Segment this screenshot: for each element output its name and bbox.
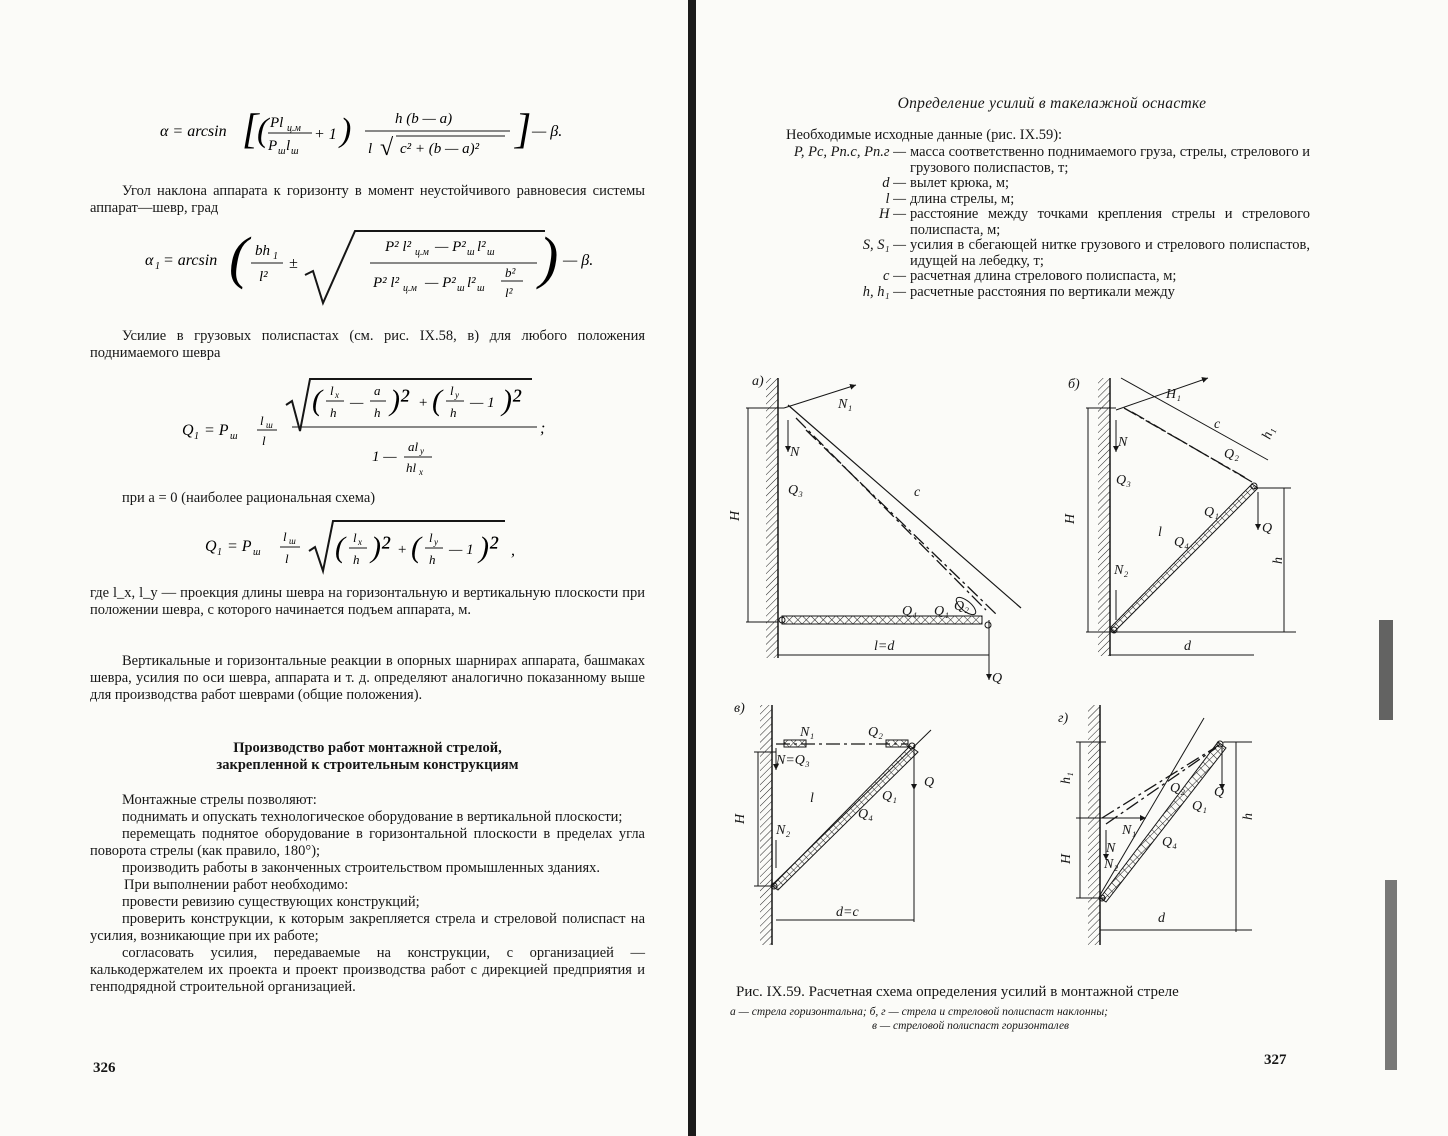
svg-text:l: l <box>283 529 287 544</box>
label-a-Q2: Q₂ <box>954 599 969 614</box>
svg-text:l²: l² <box>467 275 476 291</box>
svg-text:c² + (b — a)²: c² + (b — a)² <box>400 141 480 157</box>
label-a-N: N <box>790 445 800 460</box>
label-v-Q1: Q₁ <box>882 789 897 804</box>
section-title-line-1: Производство работ монтажной стрелой, <box>233 740 502 756</box>
svg-text:(: ( <box>432 384 442 417</box>
label-g-N: N <box>1106 841 1116 856</box>
def-symbol: d — <box>882 175 906 191</box>
label-a-H: H <box>728 510 743 521</box>
svg-text:ш: ш <box>266 420 273 430</box>
label-v-H: H <box>733 813 748 824</box>
def-symbol: P, Pc, Pп.c, Pп.г — <box>793 144 906 160</box>
panel-label-b: б) <box>1068 377 1080 392</box>
figure-caption: Рис. IX.59. Расчетная схема определения усилий в монтажной стреле <box>736 984 1179 1000</box>
label-a-c: c <box>914 485 921 500</box>
section-title <box>90 740 645 774</box>
svg-text:Q: Q <box>205 538 217 555</box>
svg-text:l²: l² <box>477 239 486 255</box>
svg-text:ш: ш <box>278 146 286 157</box>
def-text: расстояние между точками крепления стрелы и стрелового полиспаста, м; <box>910 206 1310 238</box>
svg-text:±: ± <box>289 255 298 272</box>
svg-text:+ 1: + 1 <box>314 126 337 143</box>
label-a-ld: l=d <box>874 639 895 654</box>
label-b-Q4: Q₄ <box>1174 535 1189 550</box>
svg-text:)²: )² <box>502 384 521 417</box>
panel-label-g: г) <box>1058 711 1069 726</box>
label-v-l: l <box>810 791 814 806</box>
label-a-Q: Q <box>992 671 1003 686</box>
left-page <box>0 0 690 1136</box>
list-item: согласовать усилия, передаваемые на конструкции, с организацией — калькодержателем их проекта и проект производства работ с дирекцией предприятия и генподрядной строительной организацией. <box>90 945 645 995</box>
label-b-Q1: Q₁ <box>1204 505 1219 520</box>
formula-alpha-svg <box>160 103 600 163</box>
list-item: При выполнении работ необходимо: <box>124 877 349 893</box>
def-text: длина стрелы, м; <box>910 190 1015 207</box>
list-item: поднимать и опускать технологическое оборудование в вертикальной плоскости; <box>122 809 623 825</box>
label-a-N1: N₁ <box>838 397 853 412</box>
def-text: усилия в сбегающей нитке грузового и стрелового полиспастов, идущей на лебедку, т; <box>910 237 1310 269</box>
svg-text:ц.м: ц.м <box>415 247 429 258</box>
svg-text:— P²: — P² <box>425 275 456 291</box>
panel-b <box>1086 378 1296 656</box>
svg-text:[: [ <box>242 107 259 153</box>
svg-text:)²: )² <box>479 531 498 564</box>
svg-text:h: h <box>374 405 381 420</box>
label-g-Q1: Q₁ <box>1192 799 1207 814</box>
formula-q1b <box>205 515 535 575</box>
svg-text:l²: l² <box>259 269 268 285</box>
svg-text:ш: ш <box>477 283 485 294</box>
svg-text:—: — <box>350 395 364 411</box>
def-text: расчетная длина стрелового полиспаста, м; <box>910 268 1177 284</box>
svg-text:Pl: Pl <box>270 115 284 131</box>
formula-alpha1-svg <box>145 225 605 307</box>
svg-text:al: al <box>408 439 419 454</box>
label-b-Q2: Q₂ <box>1224 447 1239 462</box>
label-v-Q: Q <box>924 775 935 790</box>
label-b-Q3: Q₃ <box>1116 473 1131 488</box>
svg-text:ш: ш <box>289 536 296 546</box>
list-item: провести ревизию существующих конструкций; <box>122 894 420 910</box>
svg-text:;: ; <box>540 420 546 437</box>
svg-text:P² l²: P² l² <box>373 275 400 291</box>
svg-text:a: a <box>374 383 381 398</box>
svg-text:— 1: — 1 <box>470 395 495 411</box>
svg-text:+: + <box>418 395 429 411</box>
svg-text:ш: ш <box>487 247 495 258</box>
list-item: перемещать поднятое оборудование в горизонтальной плоскости в пределах угла поворота стрелы (как правило, 180°); <box>90 826 645 859</box>
label-b-h: h <box>1271 557 1286 564</box>
svg-text:l: l <box>262 433 266 448</box>
label-a-Q4: Q₄ <box>902 604 917 619</box>
list-item: проверить конструкции, к которым закрепляется стрела и стреловой полиспаст на усилия, возникающие при их работе; <box>90 911 645 944</box>
label-g-N1: N₁ <box>1122 823 1137 838</box>
svg-text:h (b — a): h (b — a) <box>395 111 453 127</box>
svg-text:ц.м: ц.м <box>287 123 301 134</box>
svg-text:(: ( <box>257 112 269 149</box>
svg-text:1: 1 <box>273 251 278 262</box>
page-number-right: 327 <box>1264 1052 1287 1068</box>
def-text: вылет крюка, м; <box>910 175 1010 191</box>
panel-a <box>746 378 1021 680</box>
svg-text:P² l²: P² l² <box>385 239 412 255</box>
label-b-Q: Q <box>1262 521 1273 536</box>
list-item: Монтажные стрелы позволяют: <box>122 792 317 808</box>
svg-text:l: l <box>429 530 433 545</box>
label-b-c: c <box>1214 417 1221 432</box>
label-v-N2: N₂ <box>776 823 791 838</box>
label-v-NQ3: N=Q₃ <box>776 753 810 768</box>
label-v-dc: d=c <box>836 905 859 920</box>
panel-g <box>1076 705 1252 945</box>
right-page <box>696 0 1448 1136</box>
svg-text:= P: = P <box>227 538 252 555</box>
svg-text:l: l <box>450 383 454 398</box>
panel-label-a: а) <box>752 374 764 389</box>
label-g-H: H <box>1059 853 1074 864</box>
para-effort: Усилие в грузовых полиспастах (см. рис. IX.58, в) для любого положения поднимаемого шевра <box>90 328 645 361</box>
svg-text:= P: = P <box>204 422 229 439</box>
svg-text:h: h <box>353 552 360 567</box>
page-number-left: 326 <box>93 1060 116 1076</box>
label-b-H: H <box>1063 513 1078 524</box>
label-b-N: N <box>1118 435 1128 450</box>
svg-text:l: l <box>353 530 357 545</box>
svg-text:(: ( <box>411 531 421 564</box>
svg-text:)²: )² <box>371 531 390 564</box>
svg-text:1: 1 <box>155 261 160 272</box>
body-list <box>90 792 645 996</box>
para-where: где l_x, l_y — проекция длины шевра на горизонтальную и вертикальную плоскости при положении шевра, с которого начинается подъем аппарата, м. <box>90 585 645 618</box>
svg-text:x: x <box>358 537 362 547</box>
def-symbol: c — <box>883 268 906 284</box>
label-b-N2: N₂ <box>1114 563 1129 578</box>
svg-text:)²: )² <box>390 384 409 417</box>
formula-q1 <box>182 375 562 483</box>
label-b-h1: h₁ <box>1259 425 1278 442</box>
figure-ix59 <box>696 0 1448 1136</box>
label-g-h1: h₁ <box>1059 772 1074 784</box>
para-angle: Угол наклона аппарата к горизонту в момент неустойчивого равновесия системы аппарат—шевр, град <box>90 183 645 216</box>
label-g-N2: N₂ <box>1104 857 1119 872</box>
svg-text:l: l <box>260 413 264 428</box>
figure-caption-sub-1: а — стрела горизонтальна; б, г — стрела и стреловой полиспаст наклонны; <box>730 1006 1108 1018</box>
svg-text:): ) <box>340 112 352 149</box>
def-text: расчетные расстояния по вертикали между <box>910 283 1175 300</box>
svg-text:bh: bh <box>255 243 270 259</box>
svg-text:l: l <box>330 383 334 398</box>
svg-text:l: l <box>368 141 373 157</box>
svg-text:): ) <box>539 225 559 290</box>
svg-text:(: ( <box>335 531 345 564</box>
scan-edge-mark <box>1379 620 1393 720</box>
label-g-h: h <box>1241 813 1256 820</box>
label-v-Q2: Q₂ <box>868 725 883 740</box>
para-a0: при a = 0 (наиболее рациональная схема) <box>122 490 376 506</box>
svg-text:ш: ш <box>253 547 261 558</box>
svg-text:(: ( <box>312 384 322 417</box>
svg-text:= arcsin: = arcsin <box>163 252 218 269</box>
label-b-l: l <box>1158 525 1162 540</box>
panel-b-labels <box>1063 377 1286 654</box>
svg-text:l: l <box>285 551 289 566</box>
formula-q1b-svg <box>205 515 535 575</box>
formula-q1-svg <box>182 375 562 483</box>
panel-label-v: в) <box>734 701 745 716</box>
label-a-Q3: Q₃ <box>788 483 803 498</box>
svg-text:x: x <box>335 390 339 400</box>
def-text: масса соответственно поднимаемого груза, стрелы, стрелового и грузового полиспастов, т; <box>910 144 1310 176</box>
svg-text:y: y <box>420 446 424 456</box>
def-symbol: S, S₁ — <box>862 237 906 253</box>
svg-text:α: α <box>145 252 154 269</box>
label-g-Q2: Q₂ <box>1170 781 1185 796</box>
def-symbol: H — <box>879 206 906 222</box>
svg-text:1: 1 <box>217 547 222 558</box>
svg-text:√: √ <box>380 135 394 161</box>
svg-text:ш: ш <box>457 283 465 294</box>
svg-text:l: l <box>286 138 291 154</box>
svg-text:]: ] <box>515 107 532 153</box>
svg-text:ш: ш <box>291 146 299 157</box>
svg-text:α = arcsin: α = arcsin <box>160 123 227 140</box>
svg-text:hl: hl <box>406 460 417 475</box>
label-g-d: d <box>1158 911 1165 926</box>
svg-text:h: h <box>429 552 436 567</box>
svg-text:ц.м: ц.м <box>403 283 417 294</box>
svg-text:,: , <box>511 542 515 559</box>
svg-text:y: y <box>434 537 438 547</box>
running-head: Определение усилий в такелажной оснастке <box>897 95 1207 112</box>
svg-text:+: + <box>397 542 408 558</box>
list-item: производить работы в законченных строительством промышленных зданиях. <box>122 860 601 876</box>
svg-text:h: h <box>330 405 337 420</box>
label-g-Q: Q <box>1214 785 1225 800</box>
svg-text:P: P <box>268 138 278 154</box>
label-v-N1: N₁ <box>800 725 815 740</box>
svg-text:b²: b² <box>505 265 516 280</box>
para-reactions: Вертикальные и горизонтальные реакции в опорных шарнирах аппарата, башмаках шевра, усилия по оси шевра, аппарата и т. д. определяют аналогично показанному выше для производства работ шеврами (общие положения). <box>90 653 645 703</box>
svg-text:y: y <box>455 390 459 400</box>
svg-text:l²: l² <box>505 285 513 300</box>
svg-text:ш: ш <box>467 247 475 258</box>
figure-caption-sub-2: в — стреловой полиспаст горизонталев <box>872 1020 1070 1032</box>
svg-text:— P²: — P² <box>435 239 466 255</box>
label-a-Q1: Q₁ <box>934 604 949 619</box>
formula-alpha <box>160 103 600 163</box>
svg-text:— β.: — β. <box>532 123 563 140</box>
label-b-d: d <box>1184 639 1191 654</box>
formula-alpha1 <box>145 225 605 307</box>
svg-text:Q: Q <box>182 422 194 439</box>
label-g-Q4: Q₄ <box>1162 835 1177 850</box>
svg-text:h: h <box>450 405 457 420</box>
svg-text:ш: ш <box>230 431 238 442</box>
svg-text:(: ( <box>229 225 249 290</box>
section-title-line-2: закрепленной к строительным конструкциям <box>216 757 519 773</box>
svg-text:— 1: — 1 <box>449 542 474 558</box>
intro-text: Необходимые исходные данные (рис. IX.59): <box>786 127 1063 143</box>
svg-text:— β.: — β. <box>563 252 594 269</box>
label-b-H1: H₁ <box>1166 387 1181 402</box>
def-symbol: h, h₁ — <box>862 283 906 300</box>
svg-text:1 —: 1 — <box>372 449 397 465</box>
svg-text:x: x <box>419 467 423 477</box>
label-v-Q4: Q₄ <box>858 807 873 822</box>
svg-text:1: 1 <box>194 431 199 442</box>
def-symbol: l — <box>885 190 906 207</box>
scan-edge-mark <box>1385 880 1397 1070</box>
